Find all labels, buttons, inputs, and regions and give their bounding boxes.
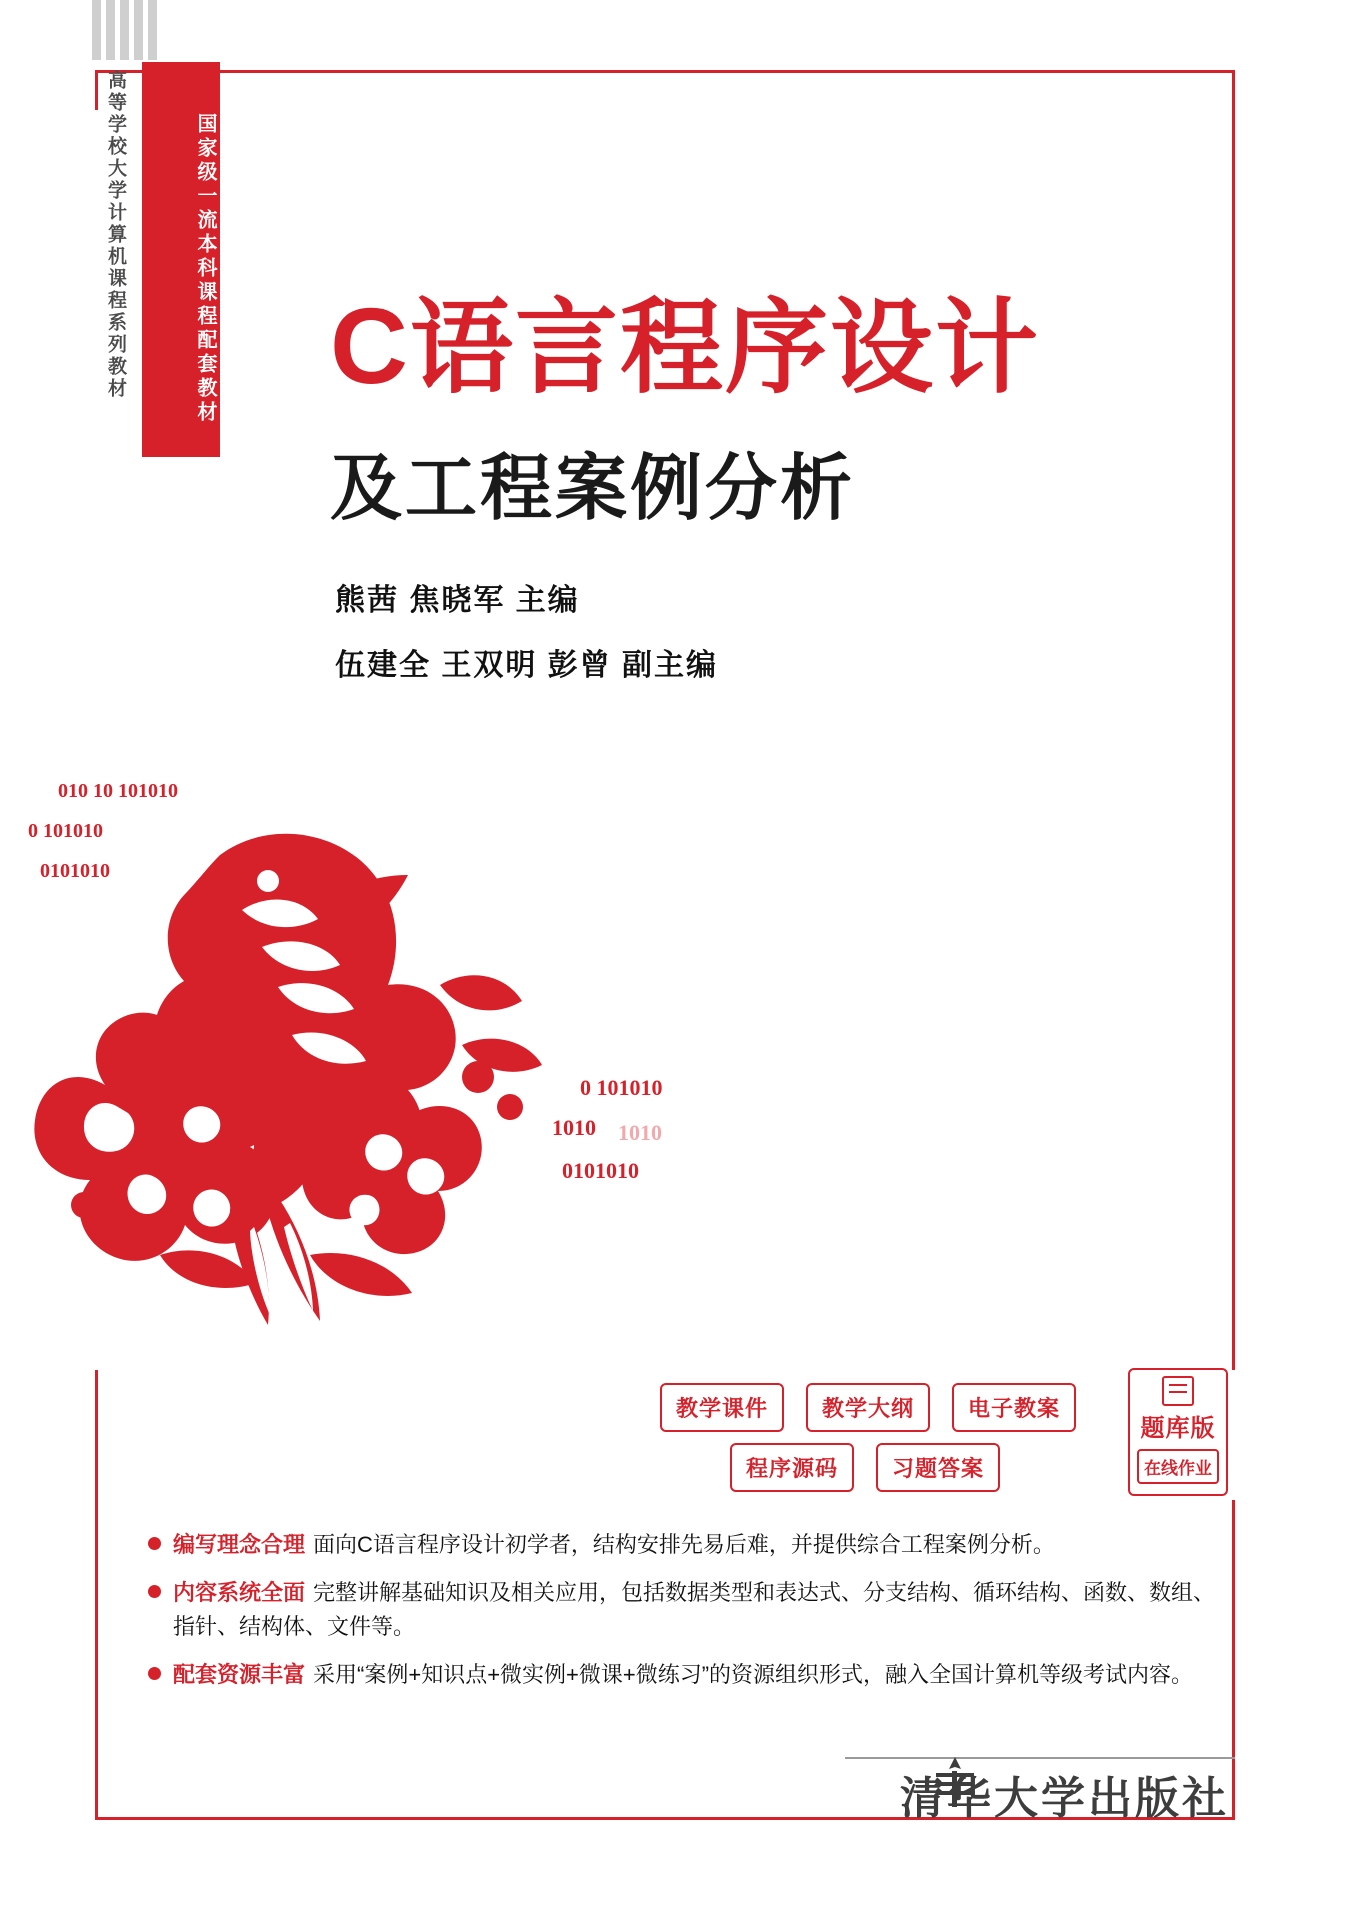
bullet-icon [148,1585,161,1598]
papercut-bird-flower-illustration [10,735,610,1355]
feature-title: 内容系统全面 [173,1580,306,1605]
binary-decoration-d: 0 101010 [580,1075,663,1100]
feature-body [173,1528,1055,1562]
feature-list [148,1528,1218,1706]
feature-description: 完整讲解基础知识及相关应用，包括数据类型和表达式、分支结构、循环结构、函数、数组、指针、结构体、文件等。 [173,1580,1216,1639]
resource-button-lesson-plan[interactable]: 电子教案 [952,1383,1076,1432]
binary-decoration-g: 0101010 [562,1158,639,1183]
resource-button-source-code[interactable]: 程序源码 [730,1443,854,1492]
binary-decoration-e: 1010 [552,1115,596,1140]
page-title [330,265,1040,413]
bullet-icon [148,1537,161,1550]
binary-decoration-a: 010 10 101010 [58,780,178,802]
frame-right-line [1232,70,1235,1370]
resource-button-exercise-answers[interactable]: 习题答案 [876,1443,1000,1492]
resource-buttons-row-1 [660,1383,1076,1432]
title-letter-c: C [330,285,410,406]
question-bank-badge[interactable] [1128,1368,1228,1496]
binary-decoration-f: 1010 [618,1120,662,1145]
binary-decoration-c: 0101010 [40,860,110,882]
frame-left-lower-line [95,1370,98,1820]
feature-body [173,1576,1218,1644]
national-course-tag [142,62,220,457]
series-label: 高等学校大学计算机课程系列教材 [105,70,126,400]
question-bank-subtitle: 在线作业 [1137,1449,1219,1484]
frame-right-lower-line [1232,1500,1235,1820]
feature-title: 配套资源丰富 [173,1662,306,1687]
publisher-name: 清华大学出版社 [900,1774,1229,1823]
resource-buttons-row-2 [730,1443,1000,1492]
list-item [148,1528,1218,1562]
frame-top-line [95,70,1235,73]
bullet-icon [148,1667,161,1680]
series-bars-decoration [92,0,162,60]
binary-decoration-b: 0 101010 [28,820,103,842]
feature-description: 面向C语言程序设计初学者，结构安排先易后难，并提供综合工程案例分析。 [313,1532,1055,1557]
authors-chief: 熊茜 焦晓军 主编 [335,584,580,617]
list-document-icon [1162,1376,1194,1406]
feature-body [173,1658,1193,1692]
publisher-divider [845,1757,1235,1759]
resource-button-syllabus[interactable]: 教学大纲 [806,1383,930,1432]
feature-title: 编写理念合理 [173,1532,306,1557]
list-item [148,1658,1218,1692]
resource-button-courseware[interactable]: 教学课件 [660,1383,784,1432]
title-main-rest: 语言程序设计 [410,290,1040,405]
page-subtitle: 及工程案例分析 [330,449,856,529]
question-bank-title: 题库版 [1140,1415,1216,1442]
national-course-tag-text: 国家级一流本科课程配套教材 [194,112,216,425]
feature-description: 采用“案例+知识点+微实例+微课+微练习”的资源组织形式，融入全国计算机等级考试内容。 [313,1662,1194,1687]
list-item [148,1576,1218,1644]
authors-associate: 伍建全 王双明 彭曾 副主编 [335,649,719,682]
